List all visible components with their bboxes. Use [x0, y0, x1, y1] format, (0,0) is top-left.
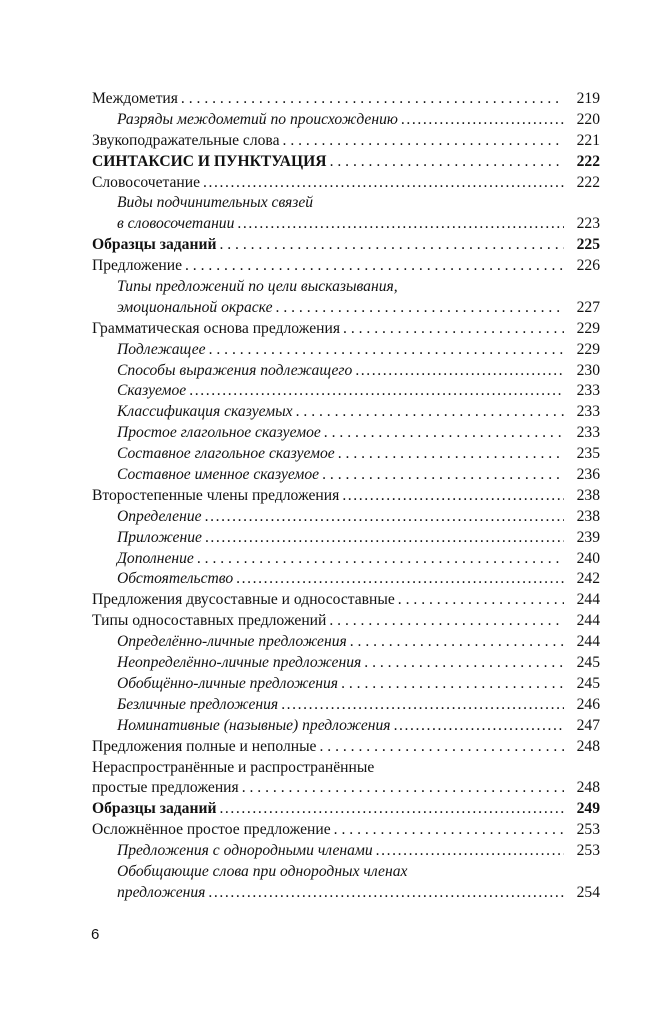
toc-entry-title: Предложения с однородными членами: [117, 842, 373, 860]
toc-dot-leader: [319, 737, 564, 758]
toc-entry-title: в словосочетании: [117, 215, 235, 233]
toc-entry-page: 240: [576, 549, 600, 567]
toc-dot-leader: [281, 695, 564, 716]
toc-entry-title: Осложнённое простое предложение: [92, 821, 331, 839]
toc-entry: [92, 507, 600, 528]
toc-entry-page: 244: [576, 633, 600, 651]
toc-dot-leader: [181, 89, 564, 110]
toc-entry: [92, 883, 600, 904]
toc-entry-page: 235: [576, 445, 600, 463]
toc-entry-page: 246: [576, 695, 600, 713]
toc-dot-leader: [219, 235, 564, 256]
toc-entry: [92, 465, 600, 486]
toc-entry: [92, 653, 600, 674]
toc-entry: [92, 820, 600, 841]
toc-entry-page: 244: [576, 591, 600, 609]
toc-entry-page: 245: [576, 674, 600, 692]
toc-entry-title: Безличные предложения: [117, 695, 279, 713]
toc-entry-title: Классификация сказуемых: [117, 403, 293, 421]
toc-entry-page: 249: [576, 800, 600, 818]
toc-entry: [92, 758, 600, 779]
toc-entry: [92, 590, 600, 611]
toc-entry: [92, 423, 600, 444]
toc-dot-leader: [334, 820, 564, 841]
toc-entry-page: 225: [576, 236, 600, 254]
toc-dot-leader: [205, 528, 564, 549]
toc-entry: [92, 277, 600, 298]
toc-entry-title: Неопределённо-личные предложения: [117, 654, 362, 672]
toc-entry: [92, 716, 600, 737]
toc-entry: [92, 340, 600, 361]
toc-entry: [92, 841, 600, 862]
toc-entry-title: Подлежащее: [117, 340, 206, 358]
toc-entry-page: 219: [576, 90, 600, 107]
toc-dot-leader: [208, 883, 564, 904]
toc-entry-page: 245: [576, 654, 600, 672]
toc-entry-page: 233: [576, 424, 600, 442]
toc-entry: [92, 402, 600, 423]
toc-entry-title: Номинативные (назывные) предложения: [117, 716, 391, 734]
toc-entry-page: 244: [576, 612, 600, 630]
toc-entry-page: 242: [576, 570, 600, 588]
toc-entry-title: Составное именное сказуемое: [117, 466, 320, 484]
toc-entry: [92, 256, 600, 277]
toc-entry-title: Типы односоставных предложений: [92, 612, 327, 630]
toc-dot-leader: [296, 402, 564, 423]
toc-entry-page: 238: [576, 507, 600, 525]
toc-entry-title: эмоциональной окраске: [117, 298, 273, 316]
toc-dot-leader: [398, 590, 564, 611]
toc-entry-title: Дополнение: [117, 549, 194, 567]
toc-entry-title: Предложения полные и неполные: [92, 737, 317, 755]
toc-entry-page: 253: [576, 821, 600, 839]
toc-entry-title: Образцы заданий: [92, 236, 217, 254]
toc-entry-title: Словосочетание: [92, 173, 201, 191]
toc-entry-page: 253: [576, 842, 600, 860]
toc-entry-title: Предложения двусоставные и односоставные: [92, 591, 395, 609]
toc-entry-page: 239: [576, 528, 600, 546]
toc-entry-title: Сказуемое: [117, 382, 187, 400]
page-number: 6: [91, 926, 100, 943]
toc-dot-leader: [376, 841, 564, 862]
toc-entry: [92, 110, 600, 131]
toc-entry: [92, 444, 600, 465]
toc-entry: [92, 89, 600, 110]
toc-entry-title: Обобщённо-личные предложения: [117, 674, 339, 692]
toc-dot-leader: [324, 423, 564, 444]
toc-entry-title: Определение: [117, 507, 202, 525]
toc-dot-leader: [364, 653, 564, 674]
toc-entry-title: Определённо-личные предложения: [117, 633, 347, 651]
toc-dot-leader: [236, 569, 564, 590]
toc-entry: [92, 193, 600, 214]
toc-entry-page: 222: [576, 173, 600, 191]
toc-dot-leader: [343, 319, 564, 340]
toc-entry-title: Способы выражения подлежащего: [117, 361, 353, 379]
toc-entry-title: Обобщающие слова при однородных членах: [117, 862, 408, 880]
toc-entry-page: 226: [576, 257, 600, 275]
toc-entry: [92, 214, 600, 235]
toc-entry-page: 229: [576, 340, 600, 358]
toc-dot-leader: [342, 486, 564, 507]
toc-entry: [92, 152, 600, 173]
toc-dot-leader: [203, 173, 564, 194]
toc-entry-page: 220: [576, 110, 600, 128]
toc-entry-page: 247: [576, 716, 600, 734]
toc-dot-leader: [185, 256, 564, 277]
table-of-contents: [92, 89, 600, 904]
toc-dot-leader: [330, 152, 564, 173]
toc-dot-leader: [219, 799, 564, 820]
toc-entry-title: Разряды междометий по происхождению: [117, 110, 398, 128]
toc-dot-leader: [355, 361, 564, 382]
toc-entry-page: 248: [576, 737, 600, 755]
toc-entry: [92, 778, 600, 799]
toc-dot-leader: [322, 465, 564, 486]
toc-entry-page: 229: [576, 319, 600, 337]
toc-entry-title: Типы предложений по цели высказывания,: [117, 278, 398, 296]
toc-entry: [92, 737, 600, 758]
toc-entry: [92, 319, 600, 340]
toc-entry-page: 233: [576, 403, 600, 421]
toc-entry-title: Виды подчинительных связей: [117, 194, 314, 212]
toc-entry-page: 236: [576, 466, 600, 484]
toc-entry: [92, 528, 600, 549]
toc-dot-leader: [189, 381, 564, 402]
toc-dot-leader: [197, 549, 564, 570]
toc-dot-leader: [338, 444, 564, 465]
toc-dot-leader: [242, 778, 564, 799]
toc-entry-page: 227: [576, 298, 600, 316]
toc-entry-page: 230: [576, 361, 600, 379]
toc-entry: [92, 298, 600, 319]
toc-entry-title: Грамматическая основа предложения: [92, 319, 341, 337]
toc-entry: [92, 611, 600, 632]
toc-dot-leader: [394, 716, 564, 737]
toc-entry-title: предложения: [117, 883, 206, 901]
toc-entry: [92, 674, 600, 695]
toc-entry: [92, 862, 600, 883]
toc-dot-leader: [205, 507, 564, 528]
toc-entry: [92, 799, 600, 820]
toc-entry: [92, 486, 600, 507]
toc-entry: [92, 569, 600, 590]
toc-entry: [92, 381, 600, 402]
toc-entry-title: Обстоятельство: [117, 570, 234, 588]
toc-entry-page: 223: [576, 215, 600, 233]
toc-entry-title: Приложение: [117, 528, 202, 546]
toc-entry-title: Звукоподражательные слова: [92, 131, 280, 149]
toc-entry-page: 254: [576, 883, 600, 901]
toc-entry: [92, 695, 600, 716]
toc-entry: [92, 131, 600, 152]
toc-dot-leader: [329, 611, 564, 632]
toc-dot-leader: [341, 674, 564, 695]
toc-entry-page: 248: [576, 779, 600, 797]
toc-entry-title: СИНТАКСИС И ПУНКТУАЦИЯ: [92, 152, 327, 170]
toc-entry: [92, 632, 600, 653]
toc-entry-title: Составное глагольное сказуемое: [117, 445, 335, 463]
toc-dot-leader: [283, 131, 564, 152]
toc-entry-page: 238: [576, 486, 600, 504]
toc-entry: [92, 235, 600, 256]
toc-dot-leader: [209, 340, 564, 361]
toc-entry: [92, 361, 600, 382]
toc-entry-title: Предложение: [92, 257, 182, 275]
toc-entry: [92, 549, 600, 570]
toc-entry-page: 222: [576, 152, 600, 170]
toc-dot-leader: [237, 214, 564, 235]
toc-dot-leader: [350, 632, 564, 653]
toc-entry-title: Нераспространённые и распространённые: [92, 758, 375, 776]
toc-dot-leader: [401, 110, 564, 131]
toc-entry-title: Образцы заданий: [92, 800, 217, 818]
toc-entry: [92, 173, 600, 194]
toc-entry-title: Второстепенные члены предложения: [92, 486, 340, 504]
toc-entry-page: 233: [576, 382, 600, 400]
toc-entry-title: Междометия: [92, 90, 178, 107]
toc-entry-title: простые предложения: [92, 779, 239, 797]
toc-entry-page: 221: [576, 131, 600, 149]
toc-entry-title: Простое глагольное сказуемое: [117, 424, 321, 442]
toc-dot-leader: [276, 298, 564, 319]
